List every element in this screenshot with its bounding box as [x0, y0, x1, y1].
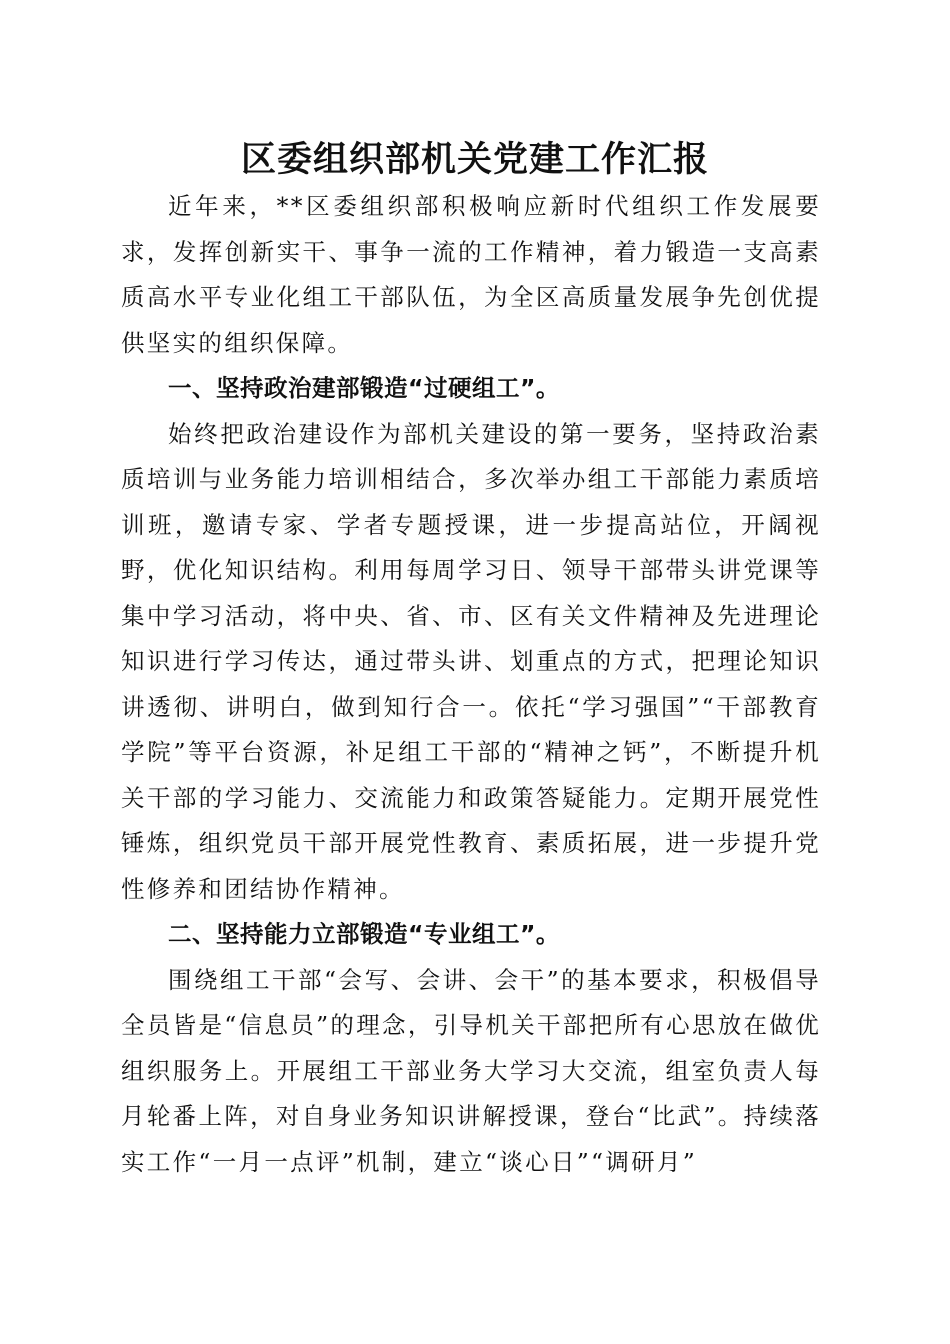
section-1-paragraph: 始终把政治建设作为部机关建设的第一要务，坚持政治素质培训与业务能力培训相结合，多次举办组工干部能力素质培训班，邀请专家、学者专题授课，进一步提高站位，开阔视野，优化知识结构。利用每周学习日、领导干部带头讲党课等集中学习活动，将中央、省、市、区有关文件精神及先进理论知识进行学习传达，通过带头讲、划重点的方式，把理论知识讲透彻、讲明白，做到知行合一。依托“学习强国”“干部教育学院”等平台资源，补足组工干部的“精神之钙”，不断提升机关干部的学习能力、交流能力和政策答疑能力。定期开展党性锤炼，组织党员干部开展党性教育、素质拓展，进一步提升党性修养和团结协作精神。	[121, 419, 821, 903]
section-heading-2: 二、坚持能力立部锻造“专业组工”。	[168, 920, 560, 948]
document-title: 区委组织部机关党建工作汇报	[240, 140, 709, 180]
section-heading-1: 一、坚持政治建部锻造“过硬组工”。	[168, 374, 560, 402]
intro-paragraph: 近年来，**区委组织部积极响应新时代组织工作发展要求，发挥创新实干、事争一流的工作精神，着力锻造一支高素质高水平专业化组工干部队伍，为全区高质量发展争先创优提供坚实的组织保障。	[121, 192, 821, 357]
section-2-paragraph: 围绕组工干部“会写、会讲、会干”的基本要求，积极倡导全员皆是“信息员”的理念，引导机关干部把所有心思放在做优组织服务上。开展组工干部业务大学习大交流，组室负责人每月轮番上阵，对自身业务知识讲解授课，登台“比武”。持续落实工作“一月一点评”机制，建立“谈心日”“调研月”	[121, 965, 821, 1176]
document-body	[121, 184, 821, 1185]
